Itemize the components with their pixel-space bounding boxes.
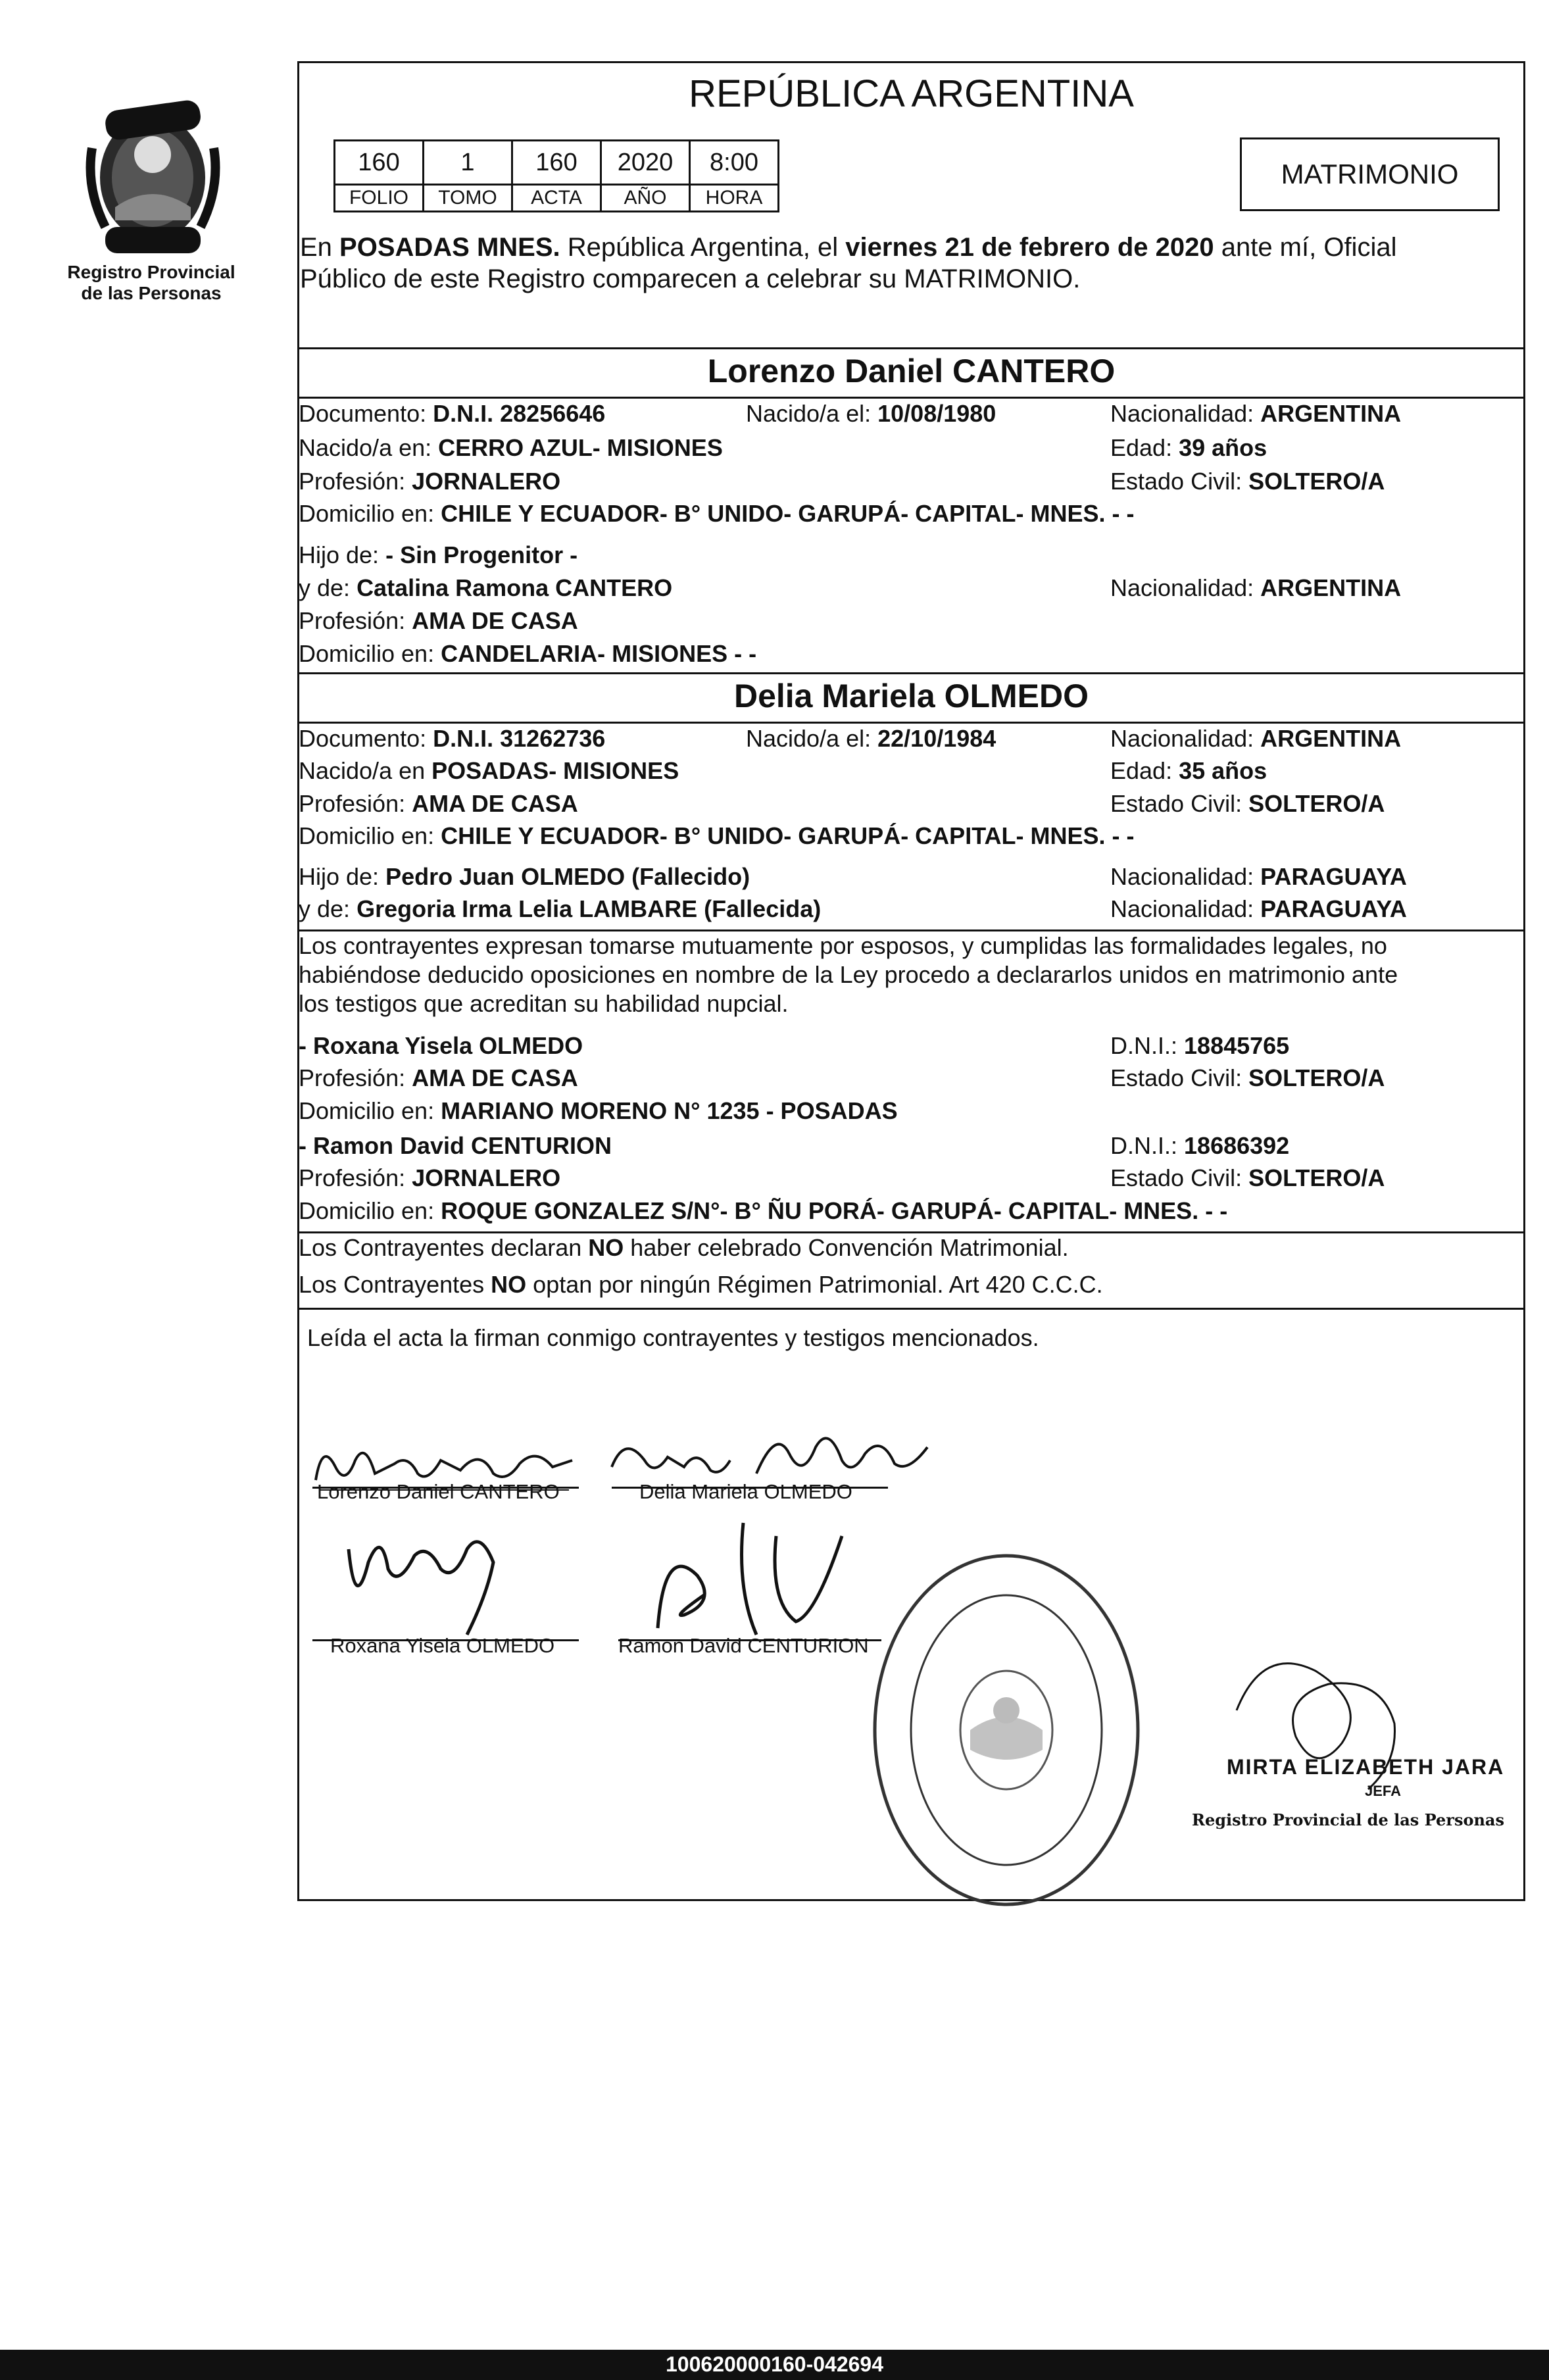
label: Profesión:	[299, 790, 406, 817]
spouse1-dni: D.N.I. 28256646	[433, 400, 606, 427]
label: Nacido/a el:	[746, 725, 872, 752]
intro-text: ante mí, Oficial	[1214, 233, 1397, 262]
witness2-address: ROQUE GONZALEZ S/N°- B° ÑU PORÁ- GARUPÁ- CAPITAL- MNES. - -	[441, 1197, 1228, 1224]
spouse1-profession: JORNALERO	[412, 468, 561, 495]
signature-ramon	[645, 1516, 855, 1651]
witness1-dni: 18845765	[1184, 1032, 1290, 1059]
folio-label: FOLIO	[335, 185, 424, 212]
convention-no: NO	[588, 1234, 624, 1261]
official-role: JEFA	[1365, 1783, 1402, 1799]
spouse1-nationality: ARGENTINA	[1260, 400, 1402, 427]
divider	[297, 347, 1525, 349]
registry-numbers	[333, 139, 779, 212]
intro-line1	[300, 232, 1523, 263]
spouse1-name: Lorenzo Daniel CANTERO	[707, 353, 1116, 389]
spouse1-mother: Catalina Ramona CANTERO	[357, 574, 673, 601]
declaration-paragraph	[299, 931, 1523, 1018]
spouse2-age: 35 años	[1179, 757, 1267, 784]
label: y de:	[299, 895, 351, 922]
intro-date: viernes 21 de febrero de 2020	[845, 233, 1214, 262]
spouse1-father: - Sin Progenitor -	[385, 541, 578, 568]
convention-statements	[299, 1233, 1522, 1299]
spouse1-birthplace: CERRO AZUL- MISIONES	[438, 434, 723, 461]
spouse2-mother: Gregoria Irma Lelia LAMBARE (Fallecida)	[357, 895, 822, 922]
label: y de:	[299, 574, 351, 601]
declaration-line3: los testigos que acreditan su habilidad nupcial.	[299, 990, 789, 1017]
spouse1-mother-address: CANDELARIA- MISIONES - -	[441, 640, 757, 667]
divider	[297, 1308, 1525, 1310]
spouse2-name: Delia Mariela OLMEDO	[733, 678, 1089, 714]
text: Los Contrayentes declaran	[299, 1234, 589, 1261]
signature-roxana	[335, 1523, 520, 1645]
official-registry: Registro Provincial de las Personas	[1192, 1810, 1504, 1829]
convention-line2	[299, 1270, 1522, 1299]
signature-name-delia: Delia Mariela OLMEDO	[639, 1480, 852, 1503]
label: Nacionalidad:	[1110, 863, 1254, 890]
label: Estado Civil:	[1110, 1064, 1242, 1091]
label: Estado Civil:	[1110, 468, 1242, 495]
label: Nacionalidad:	[1110, 725, 1254, 752]
text: haber celebrado Convención Matrimonial.	[624, 1234, 1069, 1261]
label: Domicilio en:	[299, 1097, 435, 1124]
label: Edad:	[1110, 434, 1173, 461]
intro-text: República Argentina, el	[560, 233, 846, 262]
text: Los Contrayentes	[299, 1271, 491, 1298]
intro-text: En	[300, 233, 340, 262]
intro-line2: Público de este Registro comparecen a celebrar su MATRIMONIO.	[300, 264, 1081, 293]
label: Hijo de:	[299, 541, 380, 568]
acta-label: ACTA	[512, 185, 601, 212]
signature-name-lorenzo: Lorenzo Daniel CANTERO	[317, 1480, 560, 1503]
declaration-line1: Los contrayentes expresan tomarse mutuamente por esposos, y cumplidas las formalidades legales, no	[299, 932, 1387, 959]
spouse2-father-nationality: PARAGUAYA	[1260, 863, 1407, 890]
label: Nacionalidad:	[1110, 400, 1254, 427]
witness1-address: MARIANO MORENO N° 1235 - POSADAS	[441, 1097, 898, 1124]
spouse1-address: CHILE Y ECUADOR- B° UNIDO- GARUPÁ- CAPITAL- MNES. - -	[441, 500, 1135, 527]
label: Domicilio en:	[299, 822, 435, 849]
label: Nacionalidad:	[1110, 895, 1254, 922]
label: D.N.I.:	[1110, 1132, 1178, 1159]
closing-statement: Leída el acta la firman conmigo contrayentes y testigos mencionados.	[307, 1324, 1039, 1351]
divider	[297, 397, 1525, 399]
label: Domicilio en:	[299, 1197, 435, 1224]
witness2-profession: JORNALERO	[412, 1164, 561, 1191]
spouse2-profession: AMA DE CASA	[412, 790, 578, 817]
logo-caption-line1: Registro Provincial	[67, 262, 235, 282]
province-logo	[76, 89, 230, 260]
official-name: MIRTA ELIZABETH JARA	[1227, 1755, 1505, 1779]
signature-name-ramon: Ramon David CENTURION	[618, 1634, 869, 1657]
label: D.N.I.:	[1110, 1032, 1178, 1059]
divider	[297, 672, 1525, 674]
spouse1-age: 39 años	[1179, 434, 1267, 461]
label: Nacido/a en:	[299, 434, 432, 461]
spouse2-civil-status: SOLTERO/A	[1248, 790, 1385, 817]
spouse2-address: CHILE Y ECUADOR- B° UNIDO- GARUPÁ- CAPITAL- MNES. - -	[441, 822, 1135, 849]
divider	[297, 722, 1525, 724]
anio-value: 2020	[601, 141, 690, 185]
label: Profesión:	[299, 1064, 406, 1091]
spouse1-mother-profession: AMA DE CASA	[412, 607, 578, 634]
label: Edad:	[1110, 757, 1173, 784]
signature-name-roxana: Roxana Yisela OLMEDO	[330, 1634, 555, 1657]
label: Domicilio en:	[299, 640, 435, 667]
spouse2-birthdate: 22/10/1984	[877, 725, 996, 752]
document-barcode-number: 100620000160-042694	[666, 2352, 883, 2376]
spouse1-birthdate: 10/08/1980	[877, 400, 996, 427]
logo-caption-line2: de las Personas	[81, 283, 222, 303]
witness2-dni: 18686392	[1184, 1132, 1290, 1159]
label: Nacido/a el:	[746, 400, 872, 427]
spouse2-birthplace: POSADAS- MISIONES	[431, 757, 679, 784]
spouse2-father: Pedro Juan OLMEDO (Fallecido)	[385, 863, 750, 890]
anio-label: AÑO	[601, 185, 690, 212]
declaration-line2: habiéndose deducido oposiciones en nombre de la Ley procedo a declararlos unidos en matrimonio ante	[299, 961, 1398, 988]
witnesses	[299, 1031, 1522, 1229]
spouse1-mother-nationality: ARGENTINA	[1260, 574, 1402, 601]
spouse2-details	[299, 724, 1522, 935]
label: Profesión:	[299, 468, 406, 495]
folio-value: 160	[335, 141, 424, 185]
label: Documento:	[299, 400, 427, 427]
act-type-box: MATRIMONIO	[1240, 137, 1500, 211]
witness2-name: - Ramon David CENTURION	[299, 1132, 612, 1159]
spouse2-nationality: ARGENTINA	[1260, 725, 1402, 752]
label: Nacionalidad:	[1110, 574, 1254, 601]
label: Hijo de:	[299, 863, 380, 890]
label: Domicilio en:	[299, 500, 435, 527]
intro-paragraph	[300, 232, 1523, 295]
witness1-profession: AMA DE CASA	[412, 1064, 578, 1091]
intro-place: POSADAS MNES.	[339, 233, 560, 262]
regime-no: NO	[491, 1271, 527, 1298]
registry-stamp	[868, 1539, 1144, 1908]
logo-caption	[46, 262, 257, 304]
label: Nacido/a en	[299, 757, 426, 784]
text: optan por ningún Régimen Patrimonial. Art 420 C.C.C.	[526, 1271, 1103, 1298]
acta-value: 160	[512, 141, 601, 185]
label: Profesión:	[299, 607, 406, 634]
convention-line1	[299, 1233, 1522, 1262]
tomo-value: 1	[424, 141, 512, 185]
hora-value: 8:00	[690, 141, 779, 185]
label: Estado Civil:	[1110, 1164, 1242, 1191]
witness1-name: - Roxana Yisela OLMEDO	[299, 1032, 583, 1059]
label: Documento:	[299, 725, 427, 752]
tomo-label: TOMO	[424, 185, 512, 212]
document-title: REPÚBLICA ARGENTINA	[689, 72, 1134, 115]
label: Profesión:	[299, 1164, 406, 1191]
spouse1-civil-status: SOLTERO/A	[1248, 468, 1385, 495]
spouse2-mother-nationality: PARAGUAYA	[1260, 895, 1407, 922]
witness2-civil-status: SOLTERO/A	[1248, 1164, 1385, 1191]
spouse2-dni: D.N.I. 31262736	[433, 725, 606, 752]
hora-label: HORA	[690, 185, 779, 212]
spouse1-details	[299, 399, 1522, 676]
label: Estado Civil:	[1110, 790, 1242, 817]
witness1-civil-status: SOLTERO/A	[1248, 1064, 1385, 1091]
